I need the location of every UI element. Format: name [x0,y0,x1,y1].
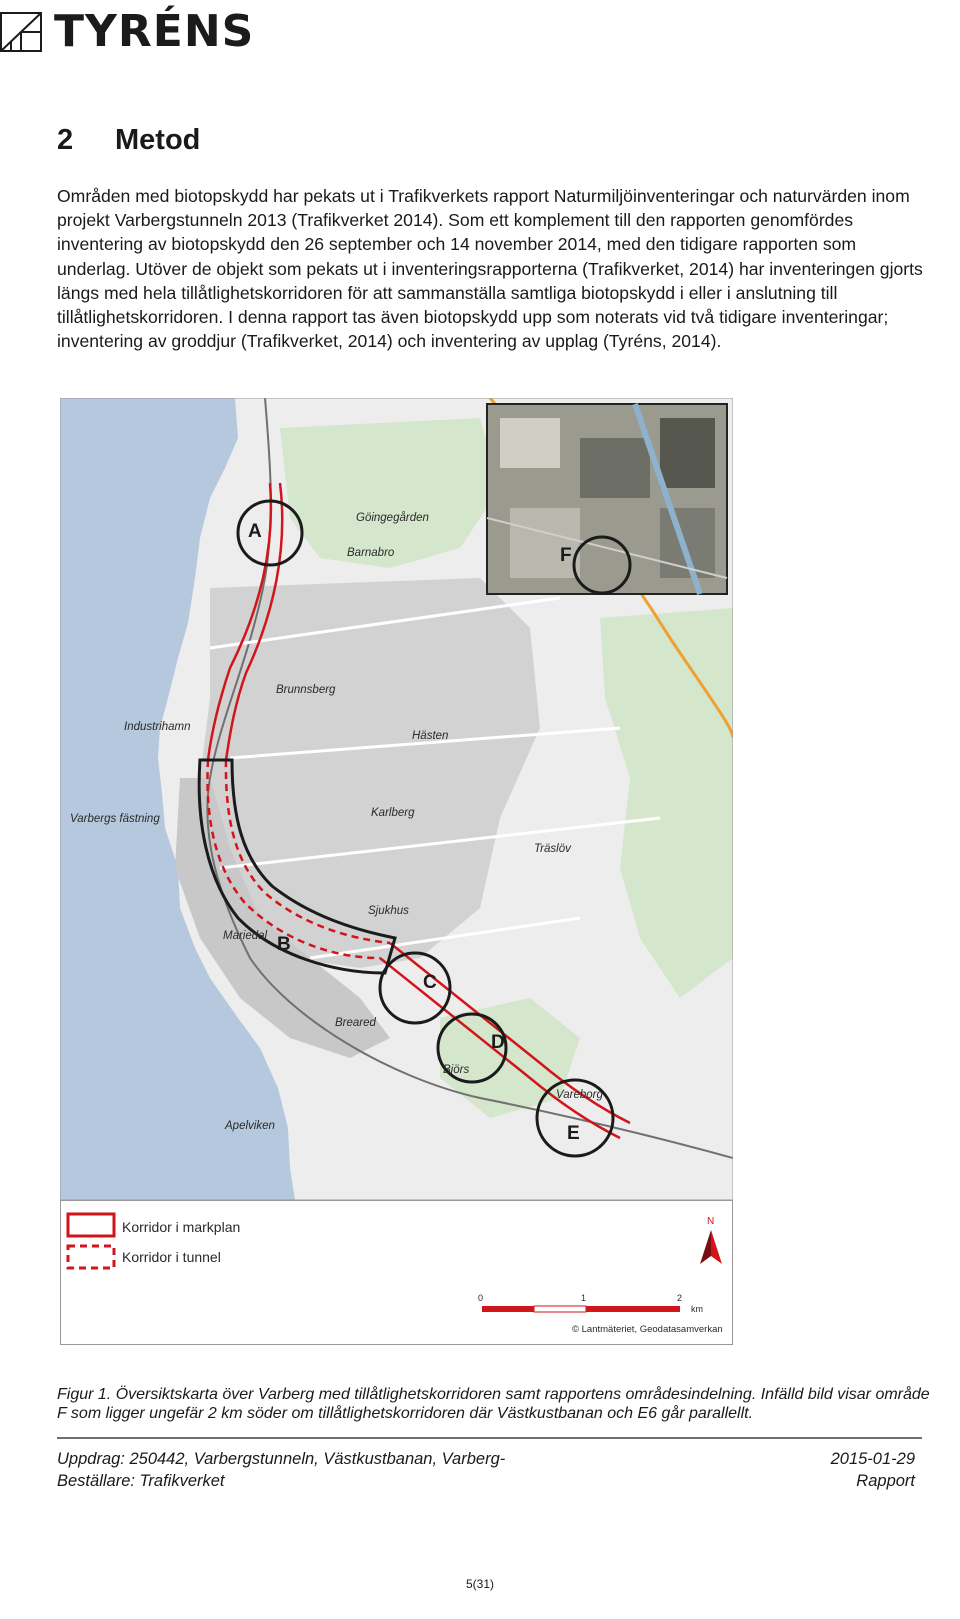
legend-label-surface: Korridor i markplan [122,1219,241,1235]
area-label-a: A [248,521,262,542]
tyrens-logo [0,4,260,56]
place-brunnsberg: Brunnsberg [276,684,336,696]
figure-caption: Figur 1. Översiktskarta över Varberg med tillåtlighetskorridoren samt rapportens områdesindelning. Infälld bild visar område F som ligger ungefär 2 km söder om tillåtlighetskorridoren där Västkustbanan och E6 går parallellt. [57,1386,930,1422]
footer-date: 2015-01-29 [830,1450,915,1468]
place-bjors: Björs [443,1064,470,1076]
footer-assignment: Uppdrag: 250442, Varbergstunneln, Västkustbanan, Varberg- [57,1450,506,1468]
place-varbergs-fastning: Varbergs fästning [70,813,160,825]
place-vareborg: Vareborg [556,1089,603,1101]
area-label-b: B [277,934,291,955]
map-copyright: © Lantmäteriet, Geodatasamverkan [572,1324,723,1335]
place-industrihamn: Industrihamn [124,721,191,733]
place-barnabro: Barnabro [347,547,395,559]
page-number: 5(31) [465,1577,494,1591]
area-label-f: F [560,545,572,566]
body-paragraph: Områden med biotopskydd har pekats ut i Trafikverkets rapport Naturmiljöinventeringar och naturvärden inom projekt Varbergstunneln 2013 (Trafikverket 2014). Som ett komplement till den rapporten genomfördes inventering av biotopskydd den 26 september och 14 november 2014, med den tidigare rapporten som underlag. Utöver de objekt som pekats ut i inventeringsrapporterna (Trafikverket, 2014) har inventeringen gjorts längs med hela tillåtlighetskorridoren för att sammanställa samtliga biotopskydd i eller i anslutning till tillåtlighetskorridoren. I denna rapport tas även biotopskydd upp som noterats vid två tidigare inventeringar; inventering av groddjur (Trafikverket, 2014) och inventering av upplag (Tyréns, 2014). [57,186,923,352]
place-breared: Breared [335,1017,376,1029]
scale-label-0: 0 [478,1293,484,1303]
overview-map [60,398,733,1200]
brand-name: TYRÉNS [54,6,255,57]
footer-left [57,1448,505,1492]
scale-label-2: 2 [677,1293,683,1303]
place-goingegarden: Göingegården [356,512,429,524]
inset-aerial-photo [487,404,727,594]
place-karlberg: Karlberg [371,807,415,819]
area-label-d: D [491,1032,505,1053]
scale-label-1: 1 [581,1293,587,1303]
footer-right [831,1448,915,1492]
footer-doctype: Rapport [856,1472,915,1490]
place-hasten: Hästen [412,730,449,742]
section-title: Metod [115,124,201,156]
section-heading [57,124,200,157]
place-sjukhus: Sjukhus [368,905,409,917]
north-label: N [707,1216,715,1227]
logo-mark-icon [0,12,42,52]
section-number: 2 [57,124,74,156]
place-apelviken: Apelviken [225,1120,275,1132]
footer-rule [57,1437,922,1439]
area-label-c: C [423,972,437,993]
scale-unit: km [691,1304,703,1314]
map-legend [60,1200,733,1345]
footer-client: Beställare: Trafikverket [57,1472,225,1490]
area-label-e: E [567,1123,580,1144]
legend-label-tunnel: Korridor i tunnel [122,1249,221,1265]
place-traslov: Träslöv [534,843,571,855]
place-mariedal: Mariedal [223,930,268,942]
